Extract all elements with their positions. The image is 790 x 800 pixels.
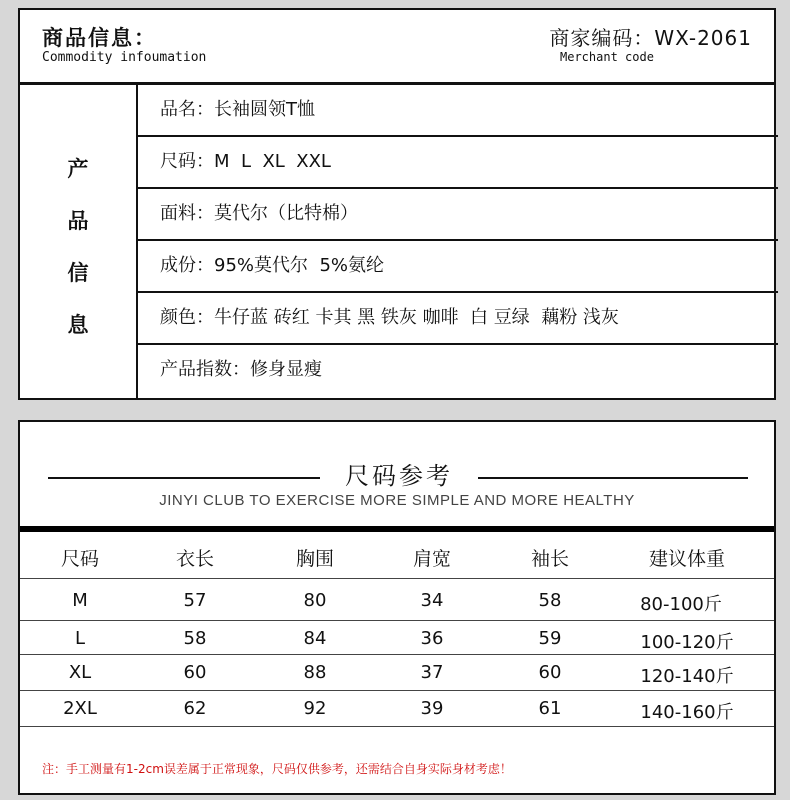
cell-chest: 92 xyxy=(303,698,327,719)
info-row-size: 尺码：M L XL XXL xyxy=(138,137,778,189)
merchant-code-label: Merchant code xyxy=(560,50,654,64)
cell-size: 2XL xyxy=(63,698,97,719)
cell-chest: 88 xyxy=(303,662,327,683)
cell-chest: 80 xyxy=(303,590,327,611)
col-header-weight: 建议体重 xyxy=(648,548,725,570)
info-row-name: 品名：长袖圆领T恤 xyxy=(138,85,778,137)
side-char: 信 xyxy=(67,261,89,285)
col-header-length: 衣长 xyxy=(175,548,214,570)
merchant-code: 商家编码：WX-2061 xyxy=(549,26,752,50)
info-row-colors: 颜色：牛仔蓝 砖红 卡其 黑 铁灰 咖啡 白 豆绿 藕粉 浅灰 xyxy=(138,293,778,345)
cell-shoulder: 37 xyxy=(420,662,444,683)
cell-size: M xyxy=(72,590,88,611)
col-header-size: 尺码 xyxy=(60,548,99,570)
info-row-fabric: 面料：莫代尔（比特棉） xyxy=(138,189,778,241)
info-side-label xyxy=(20,85,136,400)
col-header-sleeve: 袖长 xyxy=(530,548,569,570)
cell-length: 62 xyxy=(183,698,207,719)
side-char: 品 xyxy=(67,209,89,233)
cell-shoulder: 39 xyxy=(420,698,444,719)
col-header-chest: 胸围 xyxy=(295,548,334,570)
row-divider xyxy=(20,690,774,691)
product-info-card xyxy=(18,8,776,400)
cell-sleeve: 60 xyxy=(538,662,562,683)
cell-shoulder: 34 xyxy=(420,590,444,611)
cell-shoulder: 36 xyxy=(420,628,444,649)
measurement-note: 注：手工测量有1-2cm误差属于正常现象，尺码仅供参考，还需结合自身实际身材考虑！ xyxy=(42,762,512,776)
info-subtitle: Commodity infoumation xyxy=(42,50,207,65)
cell-length: 58 xyxy=(183,628,207,649)
table-top-bar xyxy=(20,526,774,532)
side-char: 息 xyxy=(67,313,89,337)
cell-size: L xyxy=(74,628,86,649)
cell-weight: 80-100斤 xyxy=(640,594,722,615)
info-title: 商品信息： xyxy=(42,26,157,50)
cell-weight: 120-140斤 xyxy=(640,666,734,687)
title-rule-left xyxy=(48,477,320,479)
size-table-title: 尺码参考 xyxy=(345,462,453,490)
col-header-shoulder: 肩宽 xyxy=(412,548,451,570)
cell-weight: 140-160斤 xyxy=(640,702,734,723)
row-divider xyxy=(20,620,774,621)
size-reference-card xyxy=(18,420,776,795)
cell-size: XL xyxy=(68,662,92,683)
row-divider xyxy=(20,726,774,727)
info-row-composition: 成份：95%莫代尔 5%氨纶 xyxy=(138,241,778,293)
side-char: 产 xyxy=(67,157,89,181)
cell-sleeve: 61 xyxy=(538,698,562,719)
info-row-index: 产品指数：修身显瘦 xyxy=(160,359,322,380)
title-rule-right xyxy=(478,477,748,479)
cell-weight: 100-120斤 xyxy=(640,632,734,653)
cell-chest: 84 xyxy=(303,628,327,649)
size-table-slogan: JINYI CLUB TO EXERCISE MORE SIMPLE AND MORE HEALTHY xyxy=(159,492,635,509)
row-divider xyxy=(20,578,774,579)
row-divider xyxy=(20,654,774,655)
cell-sleeve: 58 xyxy=(538,590,562,611)
cell-sleeve: 59 xyxy=(538,628,562,649)
cell-length: 60 xyxy=(183,662,207,683)
cell-length: 57 xyxy=(183,590,207,611)
